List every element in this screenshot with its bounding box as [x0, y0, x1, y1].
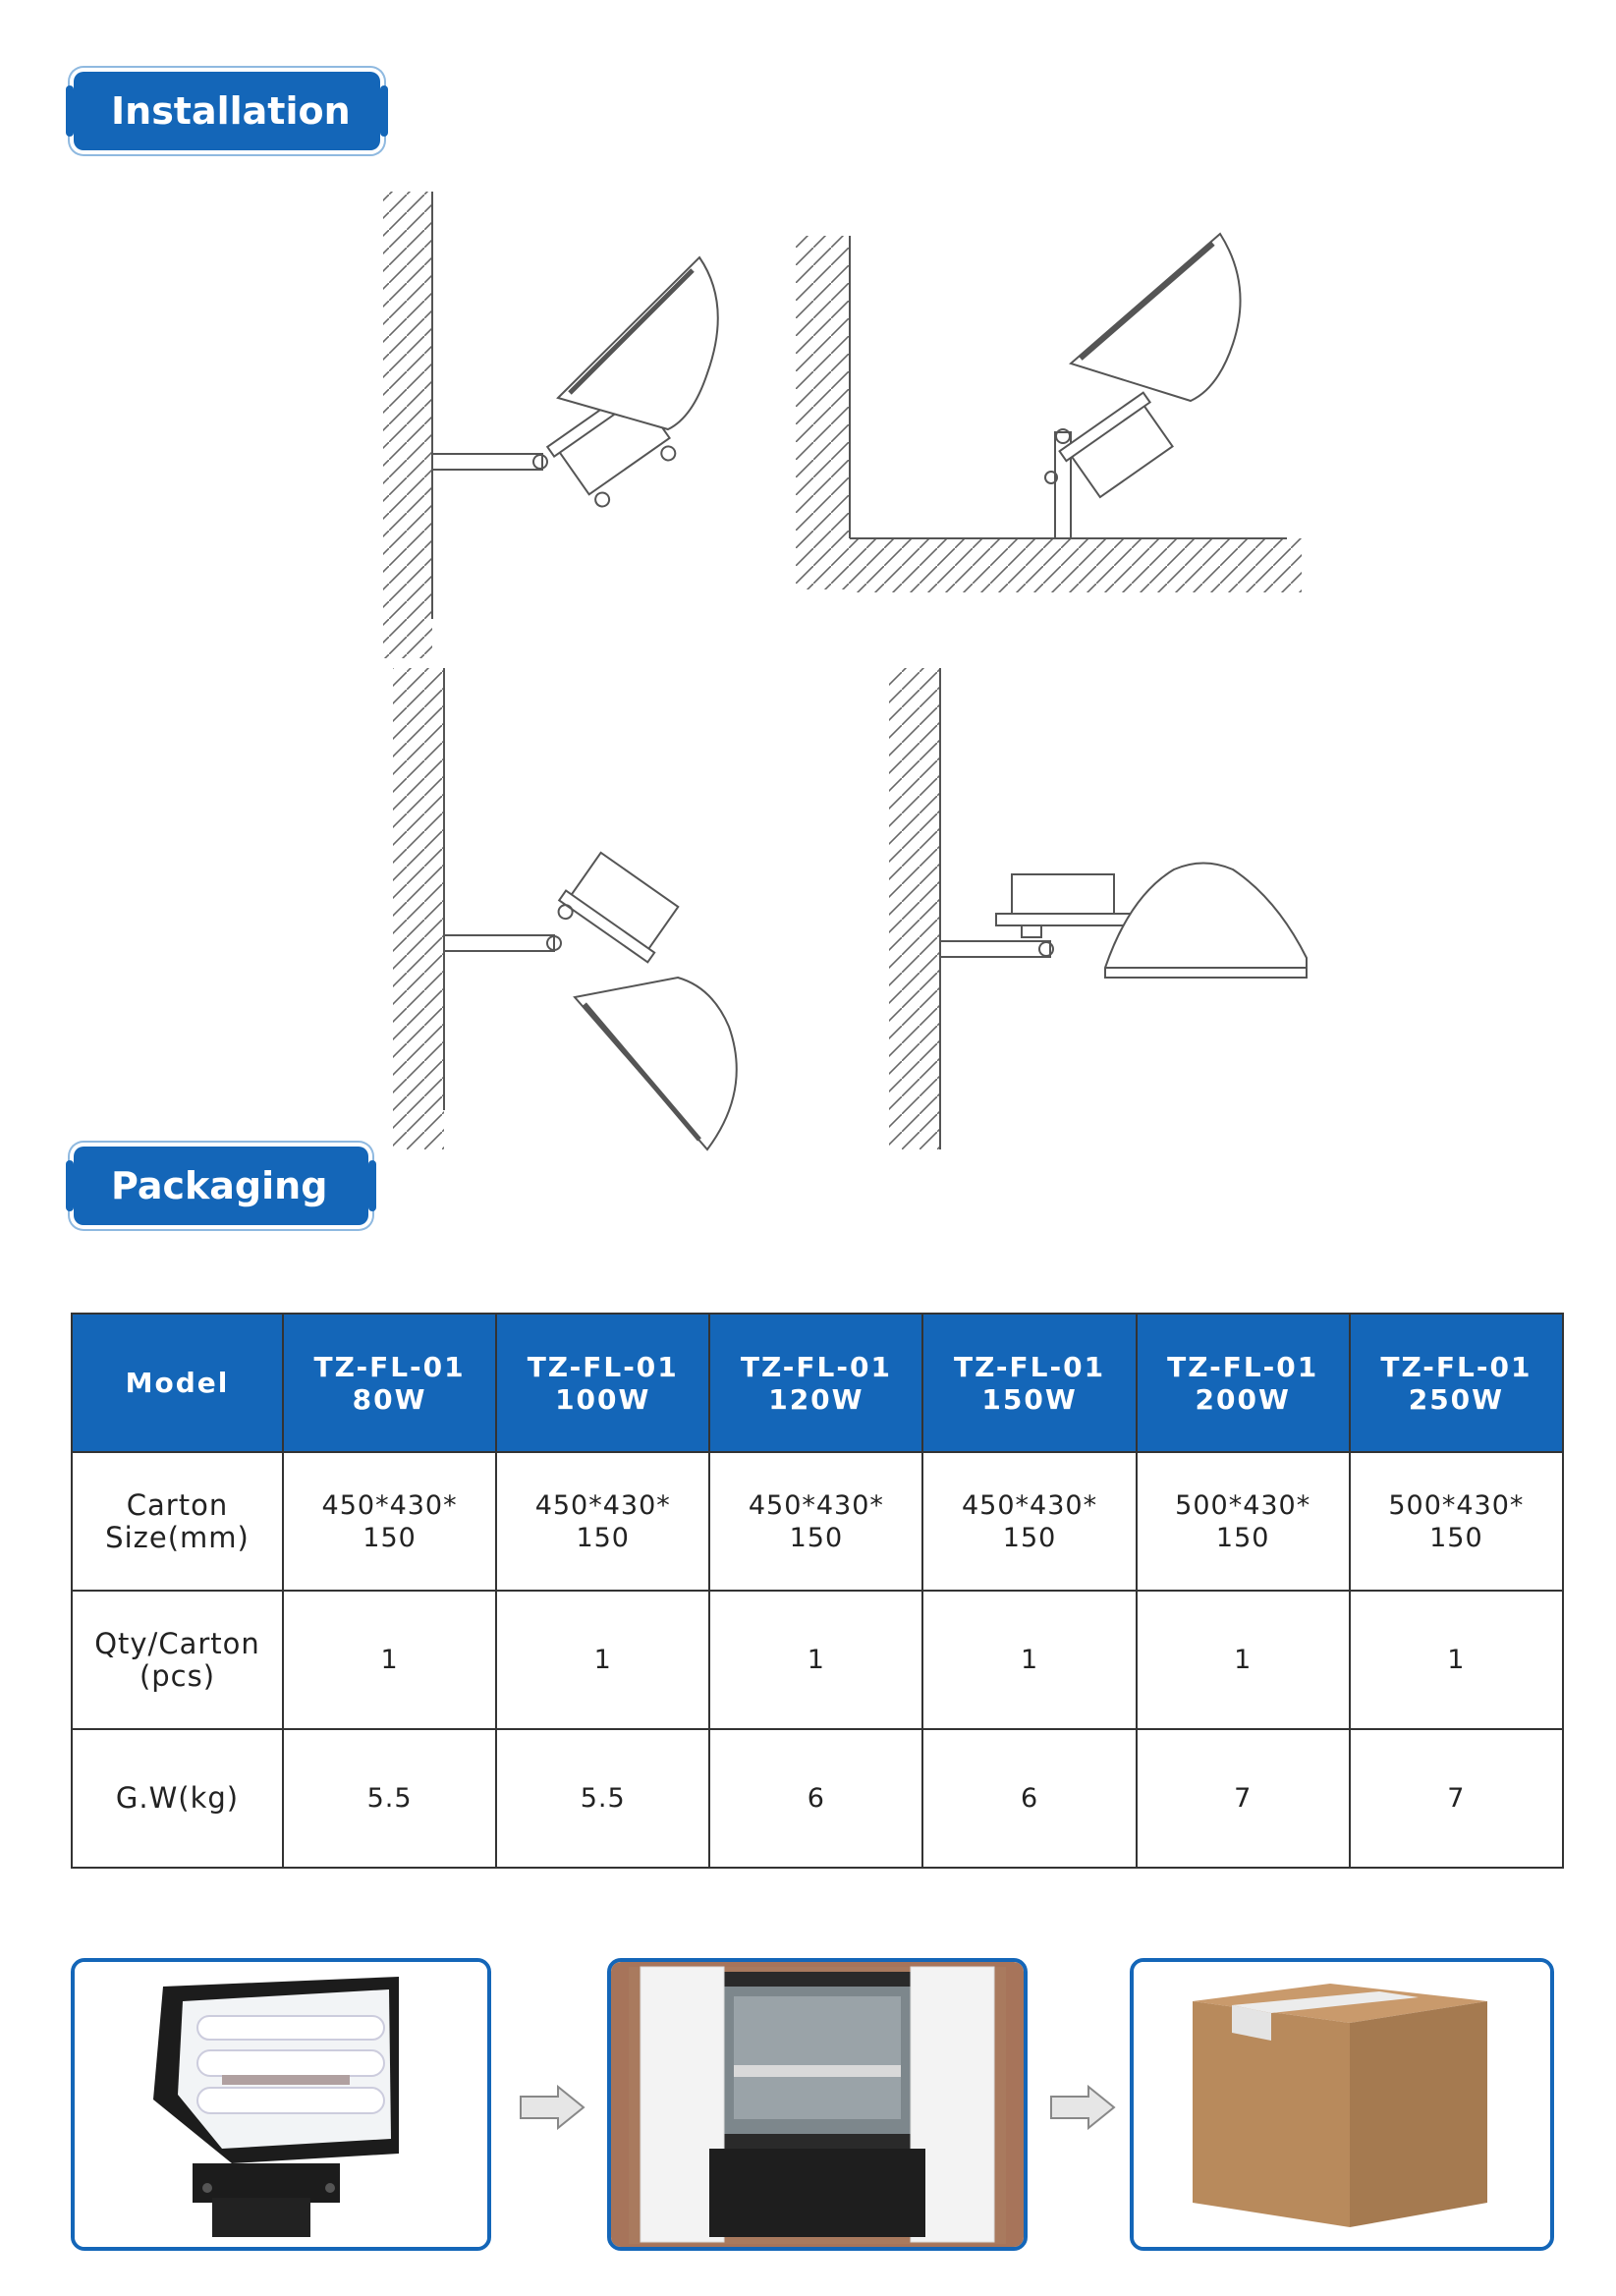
wall-mount-downward-diagram [393, 668, 737, 1149]
ground-mount-diagram [796, 234, 1302, 592]
table-cell: 1 [496, 1591, 709, 1729]
arrow-right-icon [519, 2085, 587, 2130]
model-column-header: TZ-FL-01 100W [496, 1314, 709, 1452]
row-label: Carton Size(mm) [72, 1452, 283, 1591]
carton-box-image [1134, 1962, 1550, 2247]
model-column-header: TZ-FL-01 200W [1137, 1314, 1350, 1452]
table-cell: 7 [1137, 1729, 1350, 1868]
table-cell: 1 [1137, 1591, 1350, 1729]
floodlight-image [75, 1962, 487, 2247]
model-column-header: TZ-FL-01 250W [1350, 1314, 1563, 1452]
gross-weight-row [72, 1729, 1563, 1868]
table-cell: 1 [1350, 1591, 1563, 1729]
table-cell: 6 [709, 1729, 922, 1868]
table-cell: 1 [922, 1591, 1136, 1729]
table-header-row [72, 1314, 1563, 1452]
table-cell: 7 [1350, 1729, 1563, 1868]
table-cell: 1 [283, 1591, 496, 1729]
table-cell: 450*430* 150 [496, 1452, 709, 1591]
row-label: G.W(kg) [72, 1729, 283, 1868]
table-cell: 450*430* 150 [922, 1452, 1136, 1591]
foam-packed-photo [607, 1958, 1028, 2251]
table-cell: 6 [922, 1729, 1136, 1868]
model-header: Model [72, 1314, 283, 1452]
table-cell: 450*430* 150 [709, 1452, 922, 1591]
row-label: Qty/Carton (pcs) [72, 1591, 283, 1729]
carton-box-photo [1130, 1958, 1554, 2251]
table-cell: 500*430* 150 [1350, 1452, 1563, 1591]
model-column-header: TZ-FL-01 120W [709, 1314, 922, 1452]
packaging-spec-table [71, 1313, 1564, 1869]
carton-size-row [72, 1452, 1563, 1591]
table-cell: 5.5 [496, 1729, 709, 1868]
floodlight-photo [71, 1958, 491, 2251]
table-cell: 5.5 [283, 1729, 496, 1868]
wall-mount-upward-diagram [383, 192, 718, 658]
wall-mount-horizontal-diagram [889, 668, 1307, 1149]
qty-per-carton-row [72, 1591, 1563, 1729]
foam-packed-image [611, 1962, 1024, 2247]
table-cell: 450*430* 150 [283, 1452, 496, 1591]
model-column-header: TZ-FL-01 80W [283, 1314, 496, 1452]
model-column-header: TZ-FL-01 150W [922, 1314, 1136, 1452]
arrow-right-icon [1049, 2085, 1118, 2130]
table-cell: 500*430* 150 [1137, 1452, 1350, 1591]
packaging-heading: Packaging [111, 1164, 328, 1207]
table-cell: 1 [709, 1591, 922, 1729]
installation-heading: Installation [111, 89, 351, 133]
